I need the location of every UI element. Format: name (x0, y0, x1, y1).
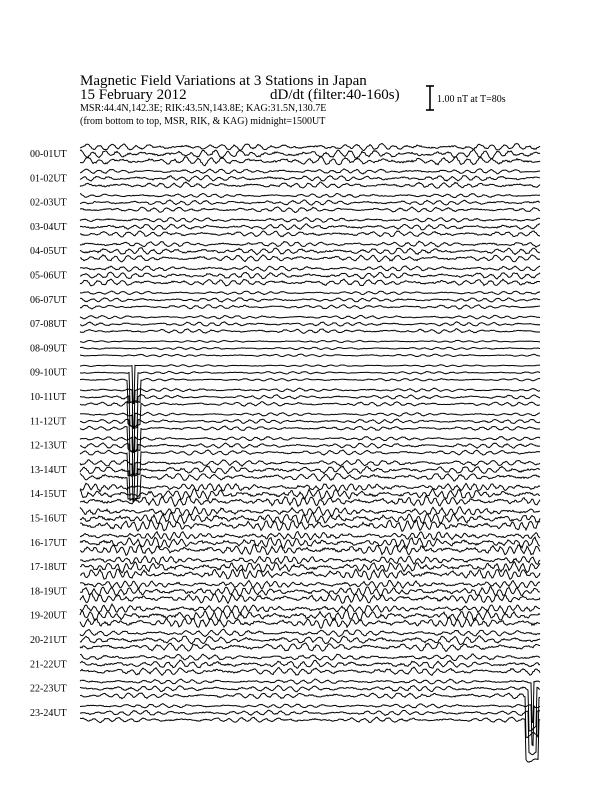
trace-kag (80, 388, 540, 428)
trace-kag (80, 437, 540, 475)
hour-label: 19-20UT (30, 610, 67, 622)
hour-row (30, 340, 540, 356)
trace-rik (80, 660, 540, 668)
trace-kag (80, 193, 540, 197)
trace-rik (80, 395, 540, 428)
trace-rik (80, 248, 540, 255)
trace-msr (80, 643, 540, 652)
hour-label: 18-19UT (30, 586, 67, 598)
trace-kag (80, 266, 540, 271)
hour-row (30, 388, 540, 428)
hour-row (30, 241, 540, 262)
trace-rik (80, 685, 540, 731)
hour-row (30, 580, 540, 603)
trace-msr (80, 617, 540, 628)
trace-msr (80, 593, 540, 603)
hour-row (30, 169, 540, 188)
trace-kag (80, 654, 540, 661)
trace-rik (80, 224, 540, 230)
trace-msr (80, 279, 540, 286)
trace-rik (80, 347, 540, 350)
trace-rik (80, 636, 540, 645)
trace-kag (80, 679, 540, 723)
trace-msr (80, 305, 540, 309)
hour-label: 03-04UT (30, 221, 67, 233)
chart-filter: dD/dt (filter:40-160s) (270, 87, 400, 103)
hour-label: 02-03UT (30, 197, 67, 209)
hour-label: 20-21UT (30, 635, 67, 646)
trace-rik (80, 272, 540, 279)
trace-rik (80, 419, 540, 452)
trace-kag (80, 532, 540, 541)
trace-msr (80, 473, 540, 499)
hour-row (30, 704, 540, 763)
trace-kag (80, 629, 540, 636)
trace-kag (80, 340, 540, 342)
hour-label: 00-01UT (30, 149, 67, 160)
trace-kag (80, 169, 540, 174)
trace-kag (80, 143, 540, 150)
hour-row (30, 266, 540, 286)
hour-row (30, 193, 540, 212)
trace-kag (80, 704, 540, 746)
trace-msr (80, 182, 540, 188)
trace-msr (80, 717, 540, 762)
trace-kag (80, 218, 540, 223)
scale-label: 1.00 nT at T=80s (437, 94, 506, 105)
trace-order-note: (from bottom to top, MSR, RIK, & KAG) midnight=1500UT (80, 116, 326, 127)
hour-row (30, 507, 540, 532)
hour-label: 06-07UT (30, 294, 67, 306)
trace-msr (80, 231, 540, 237)
trace-kag (80, 604, 540, 613)
trace-msr (80, 255, 540, 262)
hour-row (30, 629, 540, 651)
trace-rik (80, 587, 540, 596)
hour-label: 08-09UT (30, 343, 67, 355)
hour-row (30, 679, 540, 738)
hour-row (30, 556, 540, 580)
hour-label: 11-12UT (30, 416, 67, 428)
hour-label: 07-08UT (30, 319, 67, 331)
hour-row (30, 604, 540, 628)
trace-kag (80, 507, 540, 516)
trace-msr (80, 693, 540, 738)
trace-rik (80, 513, 540, 525)
trace-msr (80, 329, 540, 334)
trace-rik (80, 710, 540, 754)
hour-row (30, 143, 540, 165)
trace-rik (80, 610, 540, 621)
chart-date: 15 February 2012 (80, 87, 187, 103)
hour-label: 10-11UT (30, 392, 67, 403)
hour-label: 05-06UT (30, 270, 67, 282)
trace-kag (80, 241, 540, 247)
trace-kag (80, 580, 540, 588)
trace-kag (80, 556, 540, 564)
hour-row (30, 291, 540, 309)
station-coordinates: MSR:44.4N,142.3E; RIK:43.5N,143.8E; KAG:31.5N,130.7E (80, 103, 327, 114)
trace-rik (80, 466, 540, 500)
hour-row (30, 460, 540, 502)
trace-kag (80, 291, 540, 295)
trace-msr (80, 544, 540, 555)
trace-msr (80, 667, 540, 675)
trace-rik (80, 150, 540, 159)
trace-msr (80, 354, 540, 357)
hour-label: 13-14UT (30, 464, 67, 476)
hour-label: 22-23UT (30, 683, 67, 695)
hour-label: 23-24UT (30, 707, 67, 719)
hour-label: 01-02UT (30, 173, 67, 185)
trace-rik (80, 175, 540, 181)
trace-rik (80, 298, 540, 302)
trace-msr (80, 207, 540, 213)
hour-label: 21-22UT (30, 659, 67, 671)
hour-label: 14-15UT (30, 489, 67, 501)
hour-row (30, 532, 540, 556)
trace-kag (80, 315, 540, 319)
hour-row (30, 483, 540, 506)
hour-label: 12-13UT (30, 440, 67, 452)
trace-kag (80, 460, 540, 502)
hour-label: 17-18UT (30, 562, 67, 574)
trace-rik (80, 200, 540, 205)
hour-label: 16-17UT (30, 537, 67, 549)
chart-title: Magnetic Field Variations at 3 Stations in Japan (80, 73, 367, 89)
trace-msr (80, 156, 540, 165)
hour-row (30, 315, 540, 333)
hour-label: 09-10UT (30, 367, 67, 379)
hour-row (30, 654, 540, 676)
hour-label: 15-16UT (30, 513, 67, 525)
hour-label: 04-05UT (30, 246, 67, 258)
trace-rik (80, 322, 540, 326)
hour-row (30, 218, 540, 237)
